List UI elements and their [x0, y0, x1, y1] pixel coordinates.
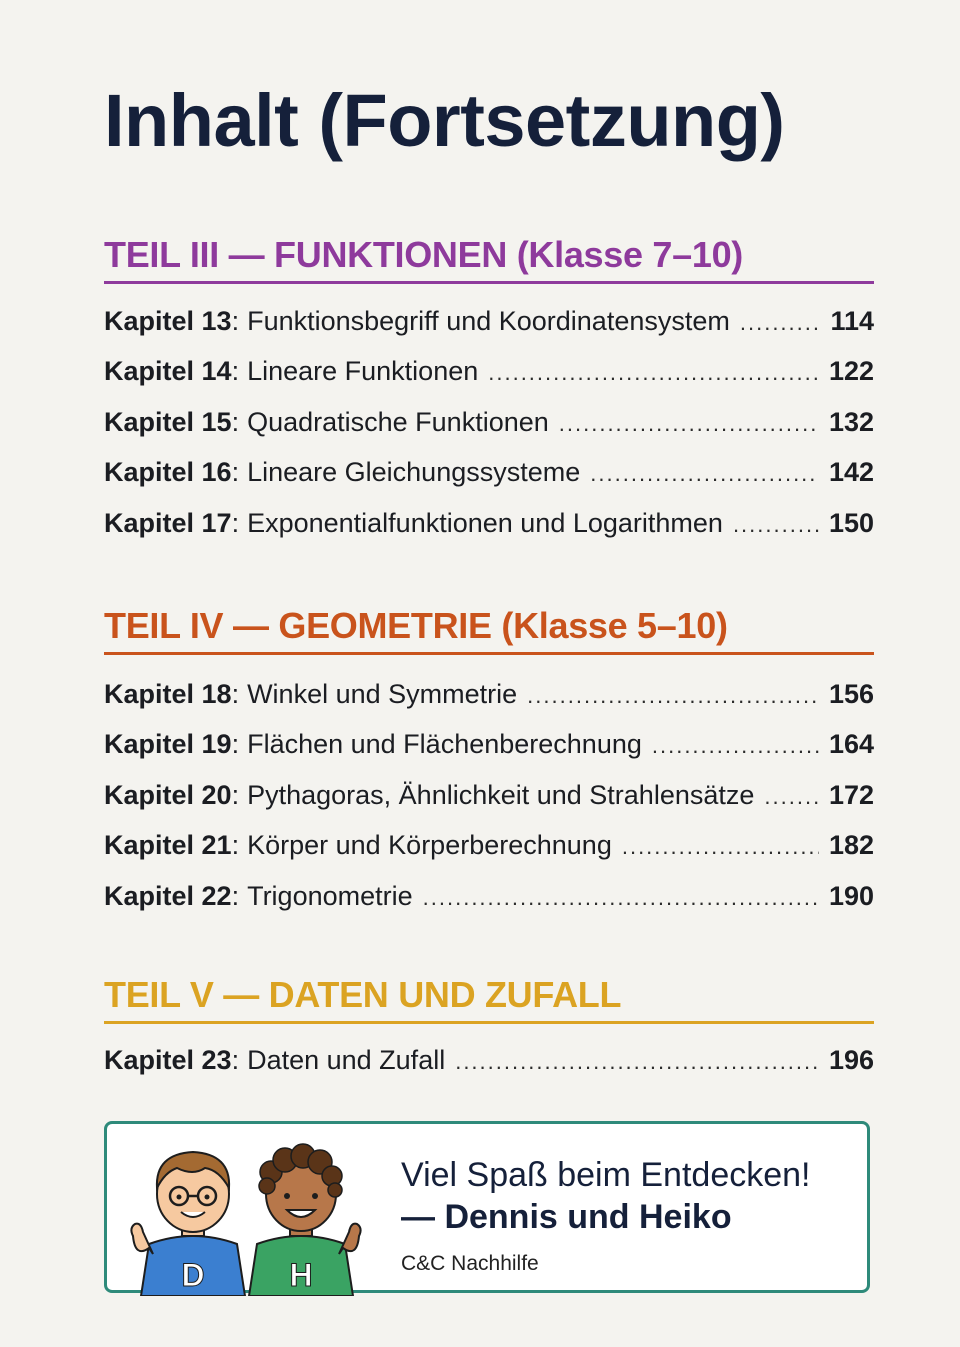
kid-left-letter: D: [181, 1257, 205, 1293]
chapter-label: Kapitel 13: [104, 306, 232, 336]
chapter-list: [104, 1035, 874, 1085]
chapter-title: Exponentialfunktionen und Logarithmen: [247, 507, 723, 538]
chapter-label: Kapitel 15: [104, 406, 232, 437]
dot-leader: [652, 721, 819, 771]
chapter-list: [104, 296, 874, 548]
dot-leader: [590, 449, 819, 499]
kid-right-letter: H: [289, 1257, 313, 1293]
chapter-title: Trigonometrie: [247, 880, 413, 911]
section-divider: [104, 652, 874, 655]
section-divider: [104, 1021, 874, 1024]
toc-entry-kapitel-21[interactable]: Kapitel 21 : Körper und Körperberechnung ..... 182: [104, 820, 874, 870]
brand-text: C&C Nachhilfe: [401, 1252, 539, 1275]
toc-entry-kapitel-17[interactable]: Kapitel 17 : Exponentialfunktionen und Logarithmen ..... 150: [104, 498, 874, 548]
chapter-list: [104, 669, 874, 921]
section-divider: [104, 281, 874, 284]
chapter-title: Pythagoras, Ähnlichkeit und Strahlensätze: [247, 779, 755, 810]
chapter-label: Kapitel 20: [104, 779, 232, 810]
dot-leader: [488, 348, 819, 398]
section-heading: TEIL III — FUNKTIONEN (Klasse 7–10): [104, 234, 743, 275]
toc-entry-kapitel-16[interactable]: Kapitel 16 : Lineare Gleichungssysteme ..... 142: [104, 447, 874, 497]
page-number: 114: [830, 306, 874, 336]
chapter-title: Funktionsbegriff und Koordinatensystem: [247, 306, 730, 336]
kids-illustration: [119, 1136, 369, 1296]
page-number: 122: [828, 356, 874, 387]
chapter-label: Kapitel 14: [104, 356, 232, 387]
page-number: 182: [828, 830, 874, 861]
toc-entry-kapitel-20[interactable]: Kapitel 20 : Pythagoras, Ähnlichkeit und Strahlensätze ..... 172: [104, 770, 874, 820]
dot-leader: [559, 399, 819, 449]
toc-entry-kapitel-23[interactable]: Kapitel 23 : Daten und Zufall ..... 196: [104, 1035, 874, 1085]
toc-entry-kapitel-15[interactable]: Kapitel 15 : Quadratische Funktionen ..... 132: [104, 397, 874, 447]
page-number: 150: [828, 507, 874, 538]
greeting-card: [104, 1121, 870, 1293]
section-teil-v: [104, 973, 874, 1085]
dot-leader: [423, 873, 819, 923]
card-text: [401, 1154, 811, 1276]
chapter-label: Kapitel 19: [104, 729, 232, 760]
dot-leader: [764, 772, 819, 822]
chapter-title: Körper und Körperberechnung: [247, 830, 612, 861]
chapter-label: Kapitel 16: [104, 457, 232, 488]
page-number: 196: [828, 1045, 874, 1075]
signature-text: — Dennis und Heiko: [401, 1198, 732, 1236]
section-heading: TEIL V — DATEN UND ZUFALL: [104, 974, 622, 1015]
page-number: 142: [828, 457, 874, 488]
toc-entry-kapitel-19[interactable]: Kapitel 19 : Flächen und Flächenberechnung ..... 164: [104, 719, 874, 769]
chapter-title: Lineare Funktionen: [247, 356, 479, 387]
page-number: 156: [828, 679, 874, 709]
dot-leader: [455, 1037, 819, 1087]
toc-entry-kapitel-22[interactable]: Kapitel 22 : Trigonometrie ..... 190: [104, 871, 874, 921]
page-number: 190: [828, 880, 874, 911]
toc-entry-kapitel-14[interactable]: Kapitel 14 : Lineare Funktionen ..... 122: [104, 346, 874, 396]
chapter-title: Winkel und Symmetrie: [247, 679, 518, 709]
chapter-label: Kapitel 21: [104, 830, 232, 861]
chapter-label: Kapitel 17: [104, 507, 232, 538]
chapter-title: Lineare Gleichungssysteme: [247, 457, 581, 488]
chapter-title: Daten und Zufall: [247, 1045, 446, 1075]
dot-leader: [527, 671, 819, 721]
dot-leader: [740, 298, 821, 348]
chapter-label: Kapitel 22: [104, 880, 232, 911]
chapter-title: Quadratische Funktionen: [247, 406, 549, 437]
dot-leader: [622, 822, 819, 872]
greeting-text: Viel Spaß beim Entdecken!: [401, 1156, 811, 1194]
section-heading: TEIL IV — GEOMETRIE (Klasse 5–10): [104, 605, 728, 646]
chapter-title: Flächen und Flächenberechnung: [247, 729, 642, 760]
dot-leader: [733, 500, 819, 550]
section-teil-iv: [104, 604, 874, 921]
page-number: 132: [828, 406, 874, 437]
chapter-label: Kapitel 18: [104, 679, 232, 709]
page-number: 164: [828, 729, 874, 760]
toc-entry-kapitel-13[interactable]: Kapitel 13 : Funktionsbegriff und Koordinatensystem ..... 114: [104, 296, 874, 346]
chapter-label: Kapitel 23: [104, 1045, 232, 1075]
toc-entry-kapitel-18[interactable]: Kapitel 18 : Winkel und Symmetrie ..... 156: [104, 669, 874, 719]
page-title: Inhalt (Fortsetzung): [104, 79, 785, 162]
section-teil-iii: [104, 233, 874, 548]
page-number: 172: [828, 779, 874, 810]
